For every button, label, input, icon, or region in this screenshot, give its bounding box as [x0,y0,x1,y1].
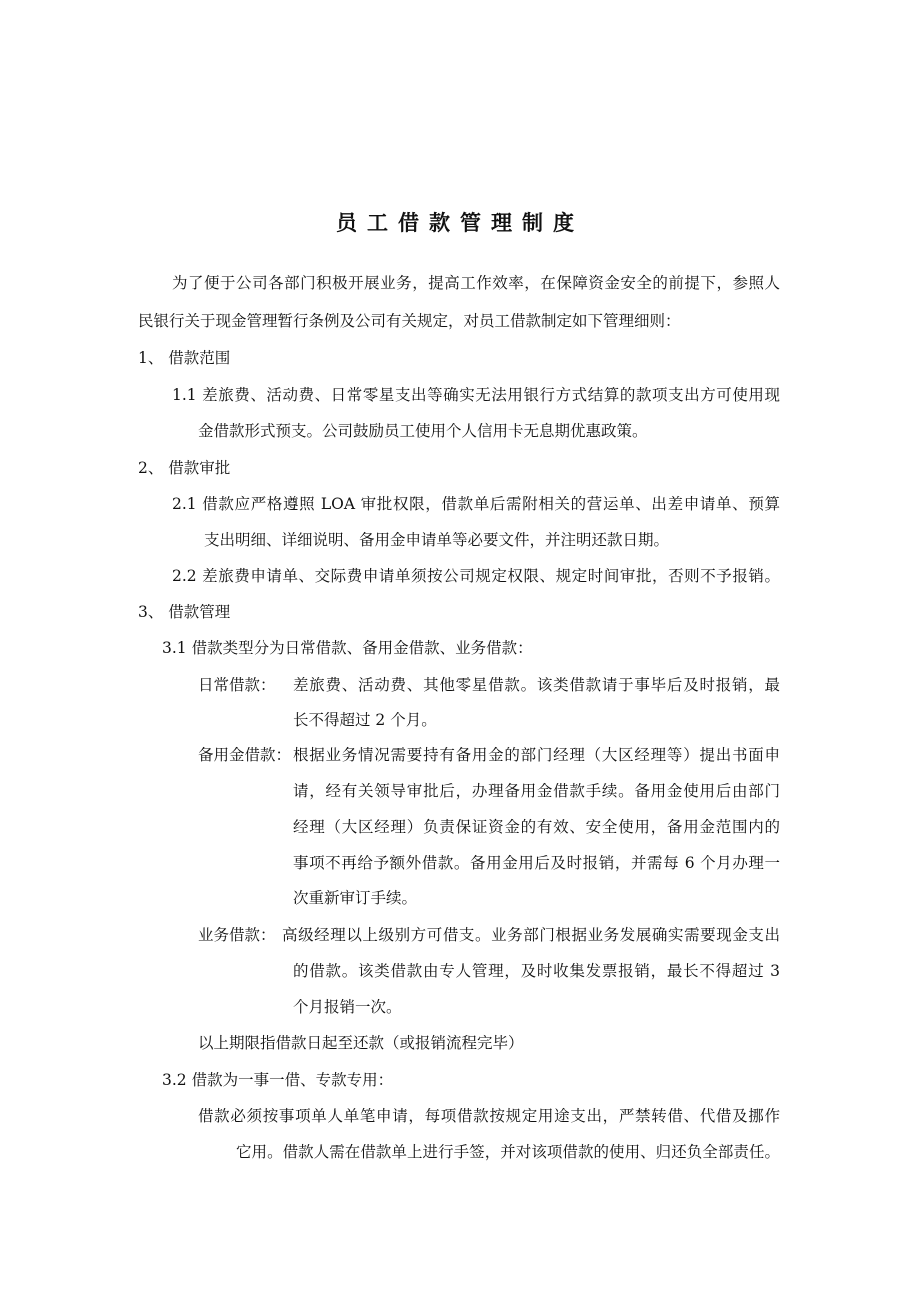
daily-loan-line-2: 长不得超过 2 个月。 [293,711,437,729]
section-1-heading: 1、 借款范围 [138,349,231,367]
section-3-heading: 3、 借款管理 [138,603,231,621]
daily-loan-line-1: 差旅费、活动费、其他零星借款。该类借款请于事毕后及时报销，最 [293,676,780,694]
item-3-1-heading: 3.1 借款类型分为日常借款、备用金借款、业务借款： [162,639,533,657]
reserve-loan-line-3: 经理（大区经理）负责保证资金的有效、安全使用，备用金范围内的 [293,818,780,836]
item-3-2-heading: 3.2 借款为一事一借、专款专用： [162,1071,394,1089]
section-2-heading: 2、 借款审批 [138,459,231,477]
reserve-loan-line-1: 根据业务情况需要持有备用金的部门经理（大区经理等）提出书面申 [293,746,780,764]
business-loan-label: 业务借款： [198,926,276,944]
item-1-1-line-1: 1.1 差旅费、活动费、日常零星支出等确实无法用银行方式结算的款项支出方可使用现 [172,386,780,404]
item-2-1-line-1: 2.1 借款应严格遵照 LOA 审批权限，借款单后需附相关的营运单、出差申请单、预算 [172,495,780,513]
reserve-loan-label: 备用金借款： [198,746,292,764]
business-loan-line-3: 个月报销一次。 [293,998,402,1016]
reserve-loan-line-4: 事项不再给予额外借款。备用金用后及时报销，并需每 6 个月办理一 [293,854,780,872]
period-note: 以上期限指借款日起至还款（或报销流程完毕） [198,1034,524,1052]
item-2-2: 2.2 差旅费申请单、交际费申请单须按公司规定权限、规定时间审批，否则不予报销。 [172,567,780,585]
reserve-loan-line-2: 请，经有关领导审批后，办理备用金借款手续。备用金使用后由部门 [293,782,780,800]
reserve-loan-line-5: 次重新审订手续。 [293,889,418,907]
item-3-2-line-1: 借款必须按事项单人单笔申请，每项借款按规定用途支出，严禁转借、代借及挪作 [198,1107,780,1125]
item-1-1-line-2: 金借款形式预支。公司鼓励员工使用个人信用卡无息期优惠政策。 [198,422,648,440]
item-3-2-line-2: 它用。借款人需在借款单上进行手签，并对该项借款的使用、归还负全部责任。 [236,1143,780,1161]
intro-line-2: 民银行关于现金管理暂行条例及公司有关规定，对员工借款制定如下管理细则： [138,312,681,330]
daily-loan-label: 日常借款： [198,676,276,694]
intro-line-1: 为了便于公司各部门积极开展业务，提高工作效率，在保障资金安全的前提下，参照人 [172,274,780,292]
document-title: 员工借款管理制度 [336,211,584,235]
business-loan-line-1: 高级经理以上级别方可借支。业务部门根据业务发展确实需要现金支出 [282,926,780,944]
business-loan-line-2: 的借款。该类借款由专人管理，及时收集发票报销，最长不得超过 3 [293,962,780,980]
item-2-1-line-2: 支出明细、详细说明、备用金申请单等必要文件，并注明还款日期。 [204,531,670,549]
